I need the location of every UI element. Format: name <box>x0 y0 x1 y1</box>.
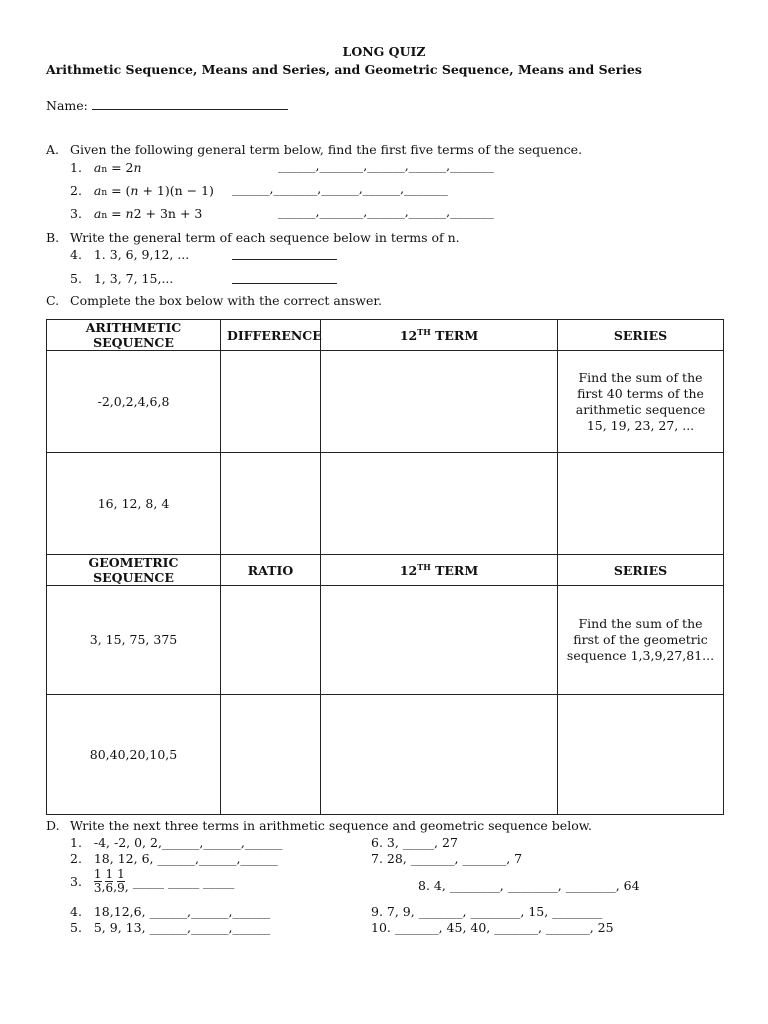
section-d-item-7[interactable]: 7. 28, _______, _______, 7 <box>371 851 523 866</box>
section-d-item-9[interactable]: 9. 7, 9, _______, ________, 15, ________ <box>371 904 603 919</box>
section-d-item-6[interactable]: 6. 3, _____, 27 <box>371 835 458 850</box>
section-a-item-1: 1. an = 2n <box>70 160 142 175</box>
section-a-item-2: 2. an = (n + 1)(n − 1) <box>70 183 214 198</box>
section-d-item-5[interactable]: 5. 5, 9, 13, ______,______,______ <box>70 920 270 935</box>
section-d-item-2[interactable]: 2. 18, 12, 6, ______,______,______ <box>70 851 278 866</box>
fraction: $\frac{1}{9}$ <box>117 867 125 895</box>
arith-12th-term-cell[interactable] <box>321 351 558 453</box>
geo-col-12th-term: 12TH TERM <box>321 555 558 586</box>
quiz-subtitle: Arithmetic Sequence, Means and Series, and Geometric Sequence, Means and Series <box>46 62 642 77</box>
section-a-blanks-1[interactable]: ______,_______,______,______,_______ <box>278 158 494 173</box>
table-row <box>47 586 724 695</box>
section-a-blanks-2[interactable]: ______,_______,______,______,_______ <box>232 181 448 196</box>
geo-col-series: SERIES <box>558 555 724 586</box>
geo-seq-cell: 3, 15, 75, 375 <box>47 586 221 695</box>
geo-12th-term-cell[interactable] <box>321 695 558 815</box>
geo-ratio-cell[interactable] <box>221 586 321 695</box>
section-a-item-3: 3. an = n2 + 3n + 3 <box>70 206 203 221</box>
geo-12th-term-cell[interactable] <box>321 586 558 695</box>
section-a-letter: A. <box>46 142 60 157</box>
arith-seq-cell: 16, 12, 8, 4 <box>47 453 221 555</box>
geo-series-cell[interactable] <box>558 695 724 815</box>
answer-table <box>46 319 724 815</box>
geo-col-sequence: GEOMETRIC SEQUENCE <box>47 555 221 586</box>
arith-col-difference: DIFFERENCE <box>221 320 321 351</box>
section-a-instruction: Given the following general term below, find the first five terms of the sequence. <box>70 142 583 157</box>
arith-header-row <box>47 320 724 351</box>
geo-series-cell[interactable]: Find the sum of the first of the geometric sequence 1,3,9,27,81... <box>558 586 724 695</box>
arith-difference-cell[interactable] <box>221 351 321 453</box>
geo-header-row <box>47 555 724 586</box>
arith-difference-cell[interactable] <box>221 453 321 555</box>
section-d-letter: D. <box>46 818 60 833</box>
section-b-item-5: 5. 1, 3, 7, 15,... <box>70 271 174 286</box>
section-d-item-4[interactable]: 4. 18,12,6, ______,______,______ <box>70 904 270 919</box>
section-d-item-3[interactable]: 3. $\frac{1}{3}$ , $\frac{1}{6}$ , $\frac{1}{9}$ , _____ _____ _____ <box>70 867 235 895</box>
geo-ratio-cell[interactable] <box>221 695 321 815</box>
section-b-answer-5[interactable] <box>232 271 337 287</box>
fraction: $\frac{1}{3}$ <box>93 867 102 895</box>
arith-col-12th-term: 12TH TERM <box>321 320 558 351</box>
arith-series-cell[interactable] <box>558 453 724 555</box>
table-row <box>47 695 724 815</box>
section-a-blanks-3[interactable]: ______,_______,______,______,_______ <box>278 204 494 219</box>
section-b-letter: B. <box>46 230 60 245</box>
arith-12th-term-cell[interactable] <box>321 453 558 555</box>
quiz-title: LONG QUIZ <box>342 44 426 59</box>
section-d-item-10[interactable]: 10. _______, 45, 40, _______, _______, 25 <box>371 920 614 935</box>
section-c-instruction: Complete the box below with the correct answer. <box>70 293 382 308</box>
fraction: $\frac{1}{6}$ <box>105 867 114 895</box>
arith-col-sequence: ARITHMETIC SEQUENCE <box>47 320 221 351</box>
section-c-letter: C. <box>46 293 60 308</box>
arith-col-series: SERIES <box>558 320 724 351</box>
table-row <box>47 453 724 555</box>
section-d-instruction: Write the next three terms in arithmetic sequence and geometric sequence below. <box>70 818 592 833</box>
arith-series-cell[interactable]: Find the sum of the first 40 terms of the arithmetic sequence 15, 19, 23, 27, ... <box>558 351 724 453</box>
geo-col-ratio: RATIO <box>221 555 321 586</box>
name-row <box>46 97 288 113</box>
section-d-item-8[interactable]: 8. 4, ________, ________, ________, 64 <box>418 878 640 893</box>
arith-seq-cell: -2,0,2,4,6,8 <box>47 351 221 453</box>
name-label: Name: <box>46 98 92 113</box>
name-blank[interactable] <box>92 97 288 110</box>
section-b-instruction: Write the general term of each sequence below in terms of n. <box>70 230 460 245</box>
section-d-item-1[interactable]: 1. -4, -2, 0, 2,______,______,______ <box>70 835 283 850</box>
section-b-answer-4[interactable] <box>232 247 337 263</box>
section-b-item-4: 4. 1. 3, 6, 9,12, ... <box>70 247 190 262</box>
geo-seq-cell: 80,40,20,10,5 <box>47 695 221 815</box>
table-row <box>47 351 724 453</box>
